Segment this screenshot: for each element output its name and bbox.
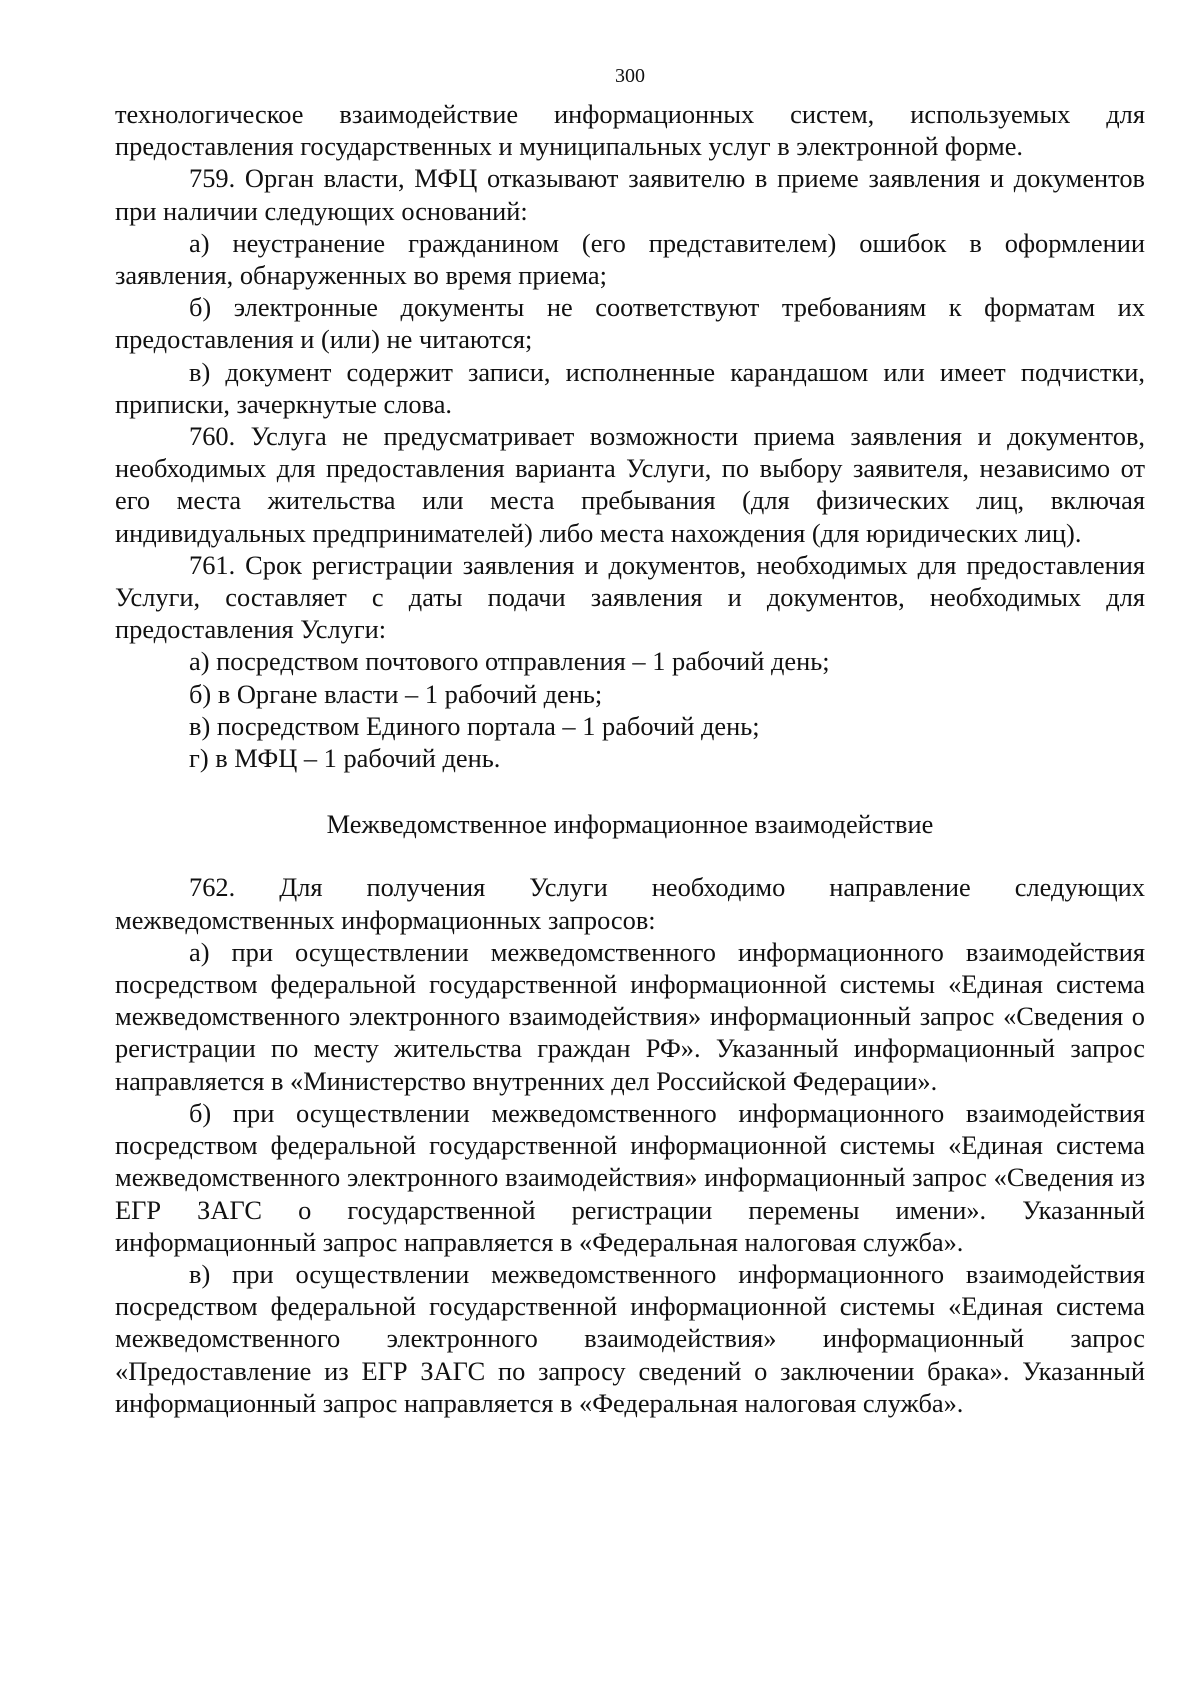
paragraph-761: 761. Срок регистрации заявления и документов, необходимых для предоставления Услуги, составляет с даты подачи заявления и документов, необходимых для предоставления Услуги: — [115, 549, 1145, 645]
paragraph-761-item-d: г) в МФЦ – 1 рабочий день. — [189, 743, 501, 774]
page-number: 300 — [615, 65, 645, 87]
paragraph-761-item-a: а) посредством почтового отправления – 1 рабочий день; — [189, 646, 830, 677]
paragraph-762-item-b: б) при осуществлении межведомственного информационного взаимодействия посредством федеральной государственной информационной системы «Единая система межведомственного электронного взаимодействия» информационный запрос «Сведения из ЕГР ЗАГС о государственной регистрации перемены имени». Указанный информационный запрос направляется в «Федеральная налоговая служба». — [115, 1097, 1145, 1257]
paragraph-760: 760. Услуга не предусматривает возможности приема заявления и документов, необходимых для предоставления варианта Услуги, по выбору заявителя, независимо от его места жительства или места пребывания (для физических лиц, включая индивидуальных предпринимателей) либо места нахождения (для юридических лиц). — [115, 421, 1145, 548]
paragraph-759-item-c: в) документ содержит записи, исполненные карандашом или имеет подчистки, приписки, зачеркнутые слова. — [115, 356, 1145, 419]
paragraph-continuation: технологическое взаимодействие информационных систем, используемых для предоставления государственных и муниципальных услуг в электронной форме. — [115, 99, 1145, 162]
paragraph-759-item-b: б) электронные документы не соответствуют требованиям к форматам их предоставления и (или) не читаются; — [115, 292, 1145, 355]
paragraph-759-item-a: а) неустранение гражданином (его представителем) ошибок в оформлении заявления, обнаруженных во время приема; — [115, 227, 1145, 291]
paragraph-762-item-a: а) при осуществлении межведомственного информационного взаимодействия посредством федеральной государственной информационной системы «Единая система межведомственного электронного взаимодействия» информационный запрос «Сведения о регистрации по месту жительства граждан РФ». Указанный информационный запрос направляется в «Министерство внутренних дел Российской Федерации». — [115, 936, 1145, 1096]
paragraph-761-item-c: в) посредством Единого портала – 1 рабочий день; — [189, 710, 760, 741]
paragraph-761-item-b: б) в Органе власти – 1 рабочий день; — [189, 678, 603, 709]
document-page — [115, 64, 1145, 1419]
paragraph-762: 762. Для получения Услуги необходимо направление следующих межведомственных информационных запросов: — [115, 872, 1145, 935]
paragraph-762-item-c: в) при осуществлении межведомственного информационного взаимодействия посредством федеральной государственной информационной системы «Единая система межведомственного электронного взаимодействия» информационный запрос «Предоставление из ЕГР ЗАГС по запросу сведений о заключении брака». Указанный информационный запрос направляется в «Федеральная налоговая служба». — [115, 1258, 1145, 1418]
section-heading: Межведомственное информационное взаимодействие — [326, 809, 934, 840]
paragraph-759: 759. Орган власти, МФЦ отказывают заявителю в приеме заявления и документов при наличии следующих оснований: — [115, 163, 1145, 226]
